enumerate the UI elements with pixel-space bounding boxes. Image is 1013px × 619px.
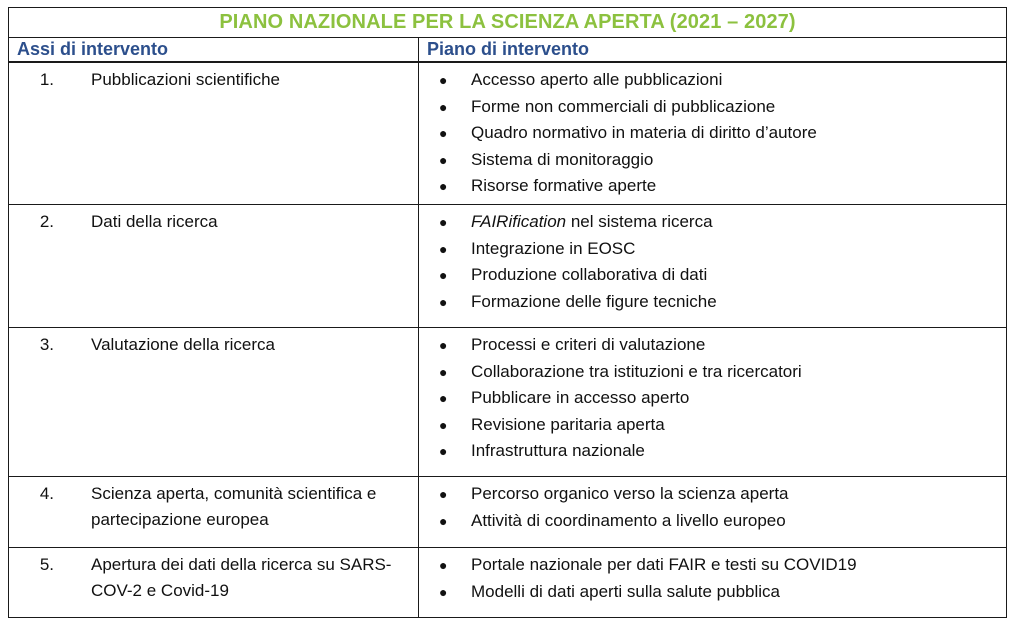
axis-number: 3. <box>39 335 54 354</box>
axis-number: 5. <box>39 555 54 574</box>
list-item: ● FAIRification nel sistema ricerca <box>419 209 1006 236</box>
plan-cell <box>419 205 1007 328</box>
bullet-icon: ● <box>439 267 448 284</box>
bullet-icon: ● <box>439 337 448 353</box>
bullet-icon: ● <box>439 214 448 230</box>
plan-cell <box>419 548 1007 618</box>
bullet-icon: ● <box>439 178 448 195</box>
axis-label: Pubblicazioni scientifiche <box>91 70 280 89</box>
bullet-icon: ● <box>439 151 448 168</box>
list-item: ● Produzione collaborativa di dati <box>419 262 1006 289</box>
table-row <box>9 205 1007 328</box>
axis-cell <box>9 548 419 618</box>
header-axes: Assi di intervento <box>9 38 419 63</box>
list-item: ● Revisione paritaria aperta <box>419 412 1006 439</box>
bullet-icon: ● <box>439 390 448 407</box>
axis-number: 4. <box>39 484 54 503</box>
axis-label: Apertura dei dati della ricerca su SARS-COV-2 e Covid-19 <box>91 555 392 600</box>
bullet-icon: ● <box>439 363 448 380</box>
axis-number: 1. <box>39 70 54 89</box>
bullet-icon: ● <box>439 293 448 310</box>
italic-term: FAIRification <box>471 212 567 231</box>
axis-label: Valutazione della ricerca <box>91 335 275 354</box>
table-title: PIANO NAZIONALE PER LA SCIENZA APERTA (2021 – 2027) <box>9 8 1007 38</box>
table-row <box>9 477 1007 548</box>
axis-number: 2. <box>39 212 54 231</box>
list-item: ● Integrazione in EOSC <box>419 236 1006 263</box>
plan-cell <box>419 328 1007 477</box>
list-item: ● Pubblicare in accesso aperto <box>419 385 1006 412</box>
table-row <box>9 548 1007 618</box>
plan-cell <box>419 62 1007 205</box>
list-item: ● Risorse formative aperte <box>419 173 1006 200</box>
bullet-icon: ● <box>439 443 448 460</box>
list-item: ● Quadro normativo in materia di diritto d’autore <box>419 120 1006 147</box>
plan-table <box>8 7 1007 618</box>
list-item: ● Percorso organico verso la scienza aperta <box>419 481 1006 508</box>
bullet-icon: ● <box>439 416 448 433</box>
bullet-icon: ● <box>439 557 448 573</box>
table-row <box>9 62 1007 205</box>
list-item: ● Infrastruttura nazionale <box>419 438 1006 465</box>
axis-cell <box>9 62 419 205</box>
list-item: ● Forme non commerciali di pubblicazione <box>419 94 1006 121</box>
plan-cell <box>419 477 1007 548</box>
list-item: ● Collaborazione tra istituzioni e tra ricercatori <box>419 359 1006 386</box>
list-item: ● Processi e criteri di valutazione <box>419 332 1006 359</box>
bullet-icon: ● <box>439 72 448 88</box>
list-item: ● Formazione delle figure tecniche <box>419 289 1006 316</box>
list-item: ● Modelli di dati aperti sulla salute pubblica <box>419 579 1006 606</box>
bullet-icon: ● <box>439 98 448 115</box>
axis-label: Dati della ricerca <box>91 212 218 231</box>
bullet-icon: ● <box>439 486 448 502</box>
bullet-icon: ● <box>439 583 448 600</box>
bullet-icon: ● <box>439 512 448 529</box>
axis-cell <box>9 328 419 477</box>
axis-cell <box>9 205 419 328</box>
header-plan: Piano di intervento <box>419 38 1007 63</box>
table-row <box>9 328 1007 477</box>
list-item: ● Sistema di monitoraggio <box>419 147 1006 174</box>
list-item: ● Portale nazionale per dati FAIR e testi su COVID19 <box>419 552 1006 579</box>
bullet-icon: ● <box>439 125 448 142</box>
bullet-icon: ● <box>439 240 448 257</box>
axis-cell <box>9 477 419 548</box>
axis-label: Scienza aperta, comunità scientifica e partecipazione europea <box>91 484 377 529</box>
list-item: ● Accesso aperto alle pubblicazioni <box>419 67 1006 94</box>
list-item: ● Attività di coordinamento a livello europeo <box>419 508 1006 535</box>
